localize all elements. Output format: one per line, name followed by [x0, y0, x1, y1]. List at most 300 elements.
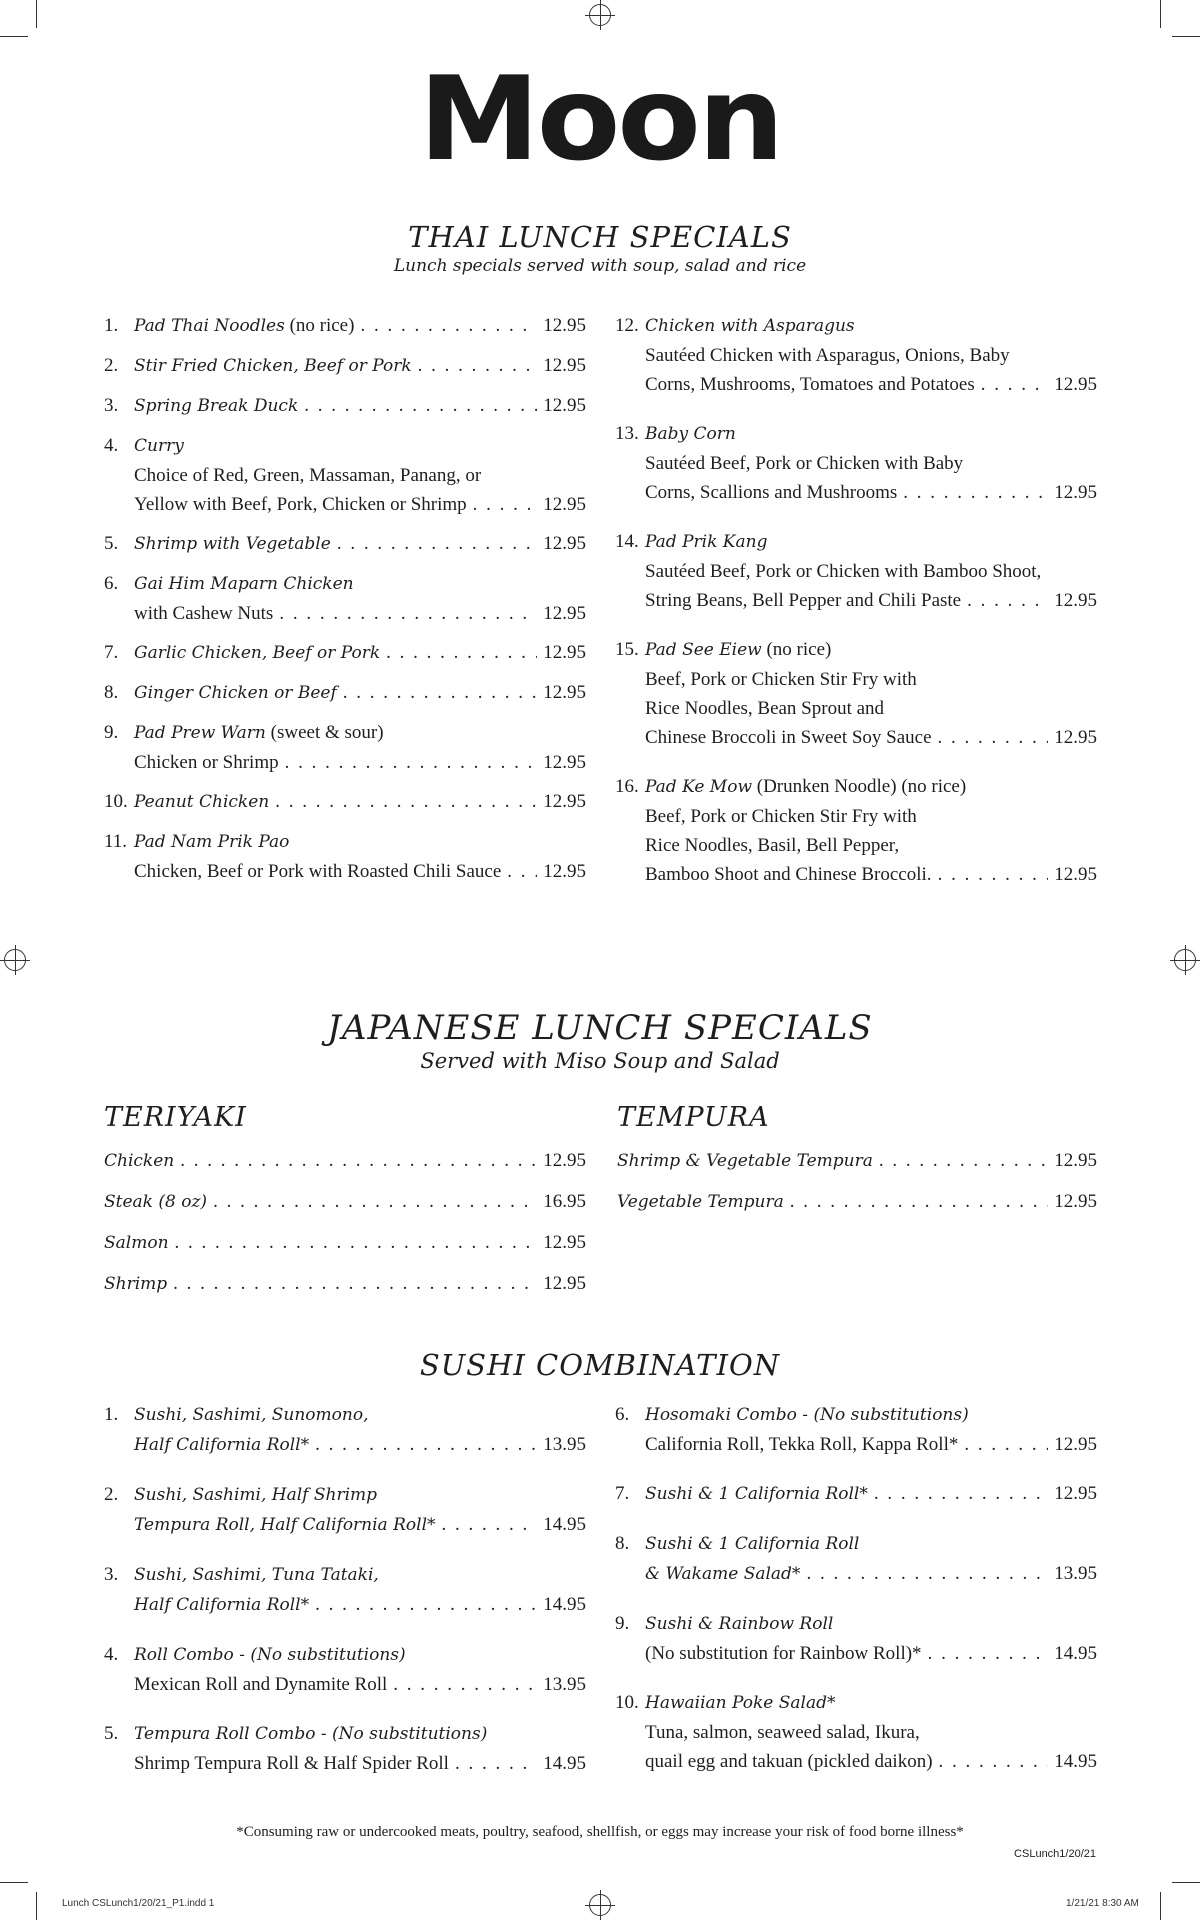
- menu-item-price-row: [134, 857, 586, 886]
- tempura-item: [617, 1187, 1097, 1217]
- dot-leader: [275, 787, 537, 816]
- menu-item-description-line: [645, 665, 1097, 694]
- menu-item-number: 14.: [615, 531, 639, 552]
- menu-item-line: Hosomaki Combo - (No substitutions): [645, 1405, 969, 1425]
- menu-item-description: Chinese Broccoli in Sweet Soy Sauce: [645, 727, 932, 748]
- menu-item-line: Sushi, Sashimi, Half Shrimp: [134, 1485, 378, 1505]
- thai-right-column: [615, 311, 1097, 889]
- menu-item-price-row: [134, 748, 586, 777]
- menu-item-body: [645, 527, 1097, 615]
- menu-item-description: Sautéed Chicken with Asparagus, Onions, Baby: [645, 345, 1010, 366]
- crop-mark: [0, 36, 28, 37]
- menu-item-body: [645, 1529, 1097, 1589]
- menu-item-text: [104, 1228, 169, 1258]
- menu-item-price: 12.95: [543, 1150, 586, 1171]
- menu-item-description: Sautéed Beef, Pork or Chicken with Bamboo Shoot,: [645, 561, 1042, 582]
- menu-item-title-line: [645, 311, 1097, 341]
- menu-item: [104, 638, 586, 668]
- menu-item-number: 13.: [615, 423, 639, 444]
- menu-item-price: 12.95: [1054, 590, 1097, 611]
- dot-leader: [455, 1749, 537, 1778]
- menu-item-name: Pad Prew Warn: [134, 723, 266, 743]
- thai-section-title: THAI LUNCH SPECIALS: [408, 220, 792, 254]
- menu-item-price-row: [134, 1430, 586, 1460]
- menu-item-price: 13.95: [1054, 1563, 1097, 1584]
- menu-item-price-row: [134, 1510, 586, 1540]
- menu-item-title-line: [134, 431, 586, 461]
- menu-item-line: Sushi & 1 California Roll: [645, 1534, 860, 1554]
- menu-item-line-wrap: [645, 1688, 1097, 1718]
- menu-item-body: [645, 1609, 1097, 1668]
- menu-item-price: 12.95: [1054, 482, 1097, 503]
- sushi-left-column: [104, 1400, 586, 1778]
- menu-item-line: Roll Combo - (No substitutions): [134, 1645, 406, 1665]
- menu-item-line: quail egg and takuan (pickled daikon): [645, 1751, 933, 1772]
- menu-item-text: [645, 586, 961, 615]
- tempura-list: [617, 1146, 1097, 1228]
- menu-item-body: [134, 311, 586, 341]
- menu-item-description: Corns, Scallions and Mushrooms: [645, 482, 898, 503]
- menu-item-price-row: [134, 1670, 586, 1699]
- menu-item-price: 12.95: [543, 1232, 586, 1253]
- crop-mark: [36, 0, 37, 28]
- crop-mark: [36, 1892, 37, 1920]
- registration-mark-icon: [589, 1894, 611, 1916]
- menu-item-text: [134, 1430, 309, 1460]
- menu-item-price-row: [134, 311, 586, 341]
- sushi-combo-item: [615, 1529, 1097, 1589]
- menu-item-number: 9.: [615, 1613, 630, 1634]
- menu-item-price-row: [134, 638, 586, 668]
- menu-item-price: 13.95: [543, 1674, 586, 1695]
- teriyaki-list: [104, 1146, 586, 1310]
- menu-item-name: Vegetable Tempura: [617, 1192, 784, 1212]
- dot-leader: [981, 370, 1048, 399]
- menu-item-note: (no rice): [761, 639, 832, 660]
- sushi-combo-item: [104, 1719, 586, 1778]
- tempura-heading: TEMPURA: [617, 1102, 770, 1133]
- menu-item-number: 6.: [104, 573, 119, 594]
- menu-item-price: 12.95: [543, 395, 586, 416]
- menu-item-line: Half California Roll*: [134, 1595, 310, 1615]
- menu-item-price: 12.95: [543, 315, 586, 336]
- menu-item-description: Yellow with Beef, Pork, Chicken or Shrimp: [134, 494, 467, 515]
- teriyaki-heading: TERIYAKI: [104, 1102, 247, 1133]
- menu-item-price: 12.95: [543, 533, 586, 554]
- menu-item-price: 12.95: [543, 355, 586, 376]
- menu-item-price-row: [104, 1146, 586, 1176]
- dot-leader: [279, 599, 537, 628]
- menu-item-line: Sushi & Rainbow Roll: [645, 1614, 834, 1634]
- menu-item-price: 12.95: [1054, 864, 1097, 885]
- menu-item-body: [134, 431, 586, 519]
- menu-item-name: Baby Corn: [645, 424, 736, 444]
- menu-item-line: Half California Roll*: [134, 1435, 310, 1455]
- menu-item-title-line: [134, 718, 586, 748]
- menu-item-body: [134, 1719, 586, 1778]
- sushi-combo-item: [615, 1609, 1097, 1668]
- menu-item-description: Chicken or Shrimp: [134, 752, 279, 773]
- menu-item-description-line: [645, 557, 1097, 586]
- menu-item-price-row: [104, 1269, 586, 1299]
- menu-item-text: [645, 1479, 868, 1509]
- menu-item-price: 14.95: [1054, 1643, 1097, 1664]
- menu-item: [104, 391, 586, 421]
- dot-leader: [938, 860, 1049, 889]
- japanese-section-title: JAPANESE LUNCH SPECIALS: [327, 1008, 873, 1048]
- menu-item-line: Sushi, Sashimi, Tuna Tataki,: [134, 1565, 379, 1585]
- menu-item-text: [617, 1146, 873, 1176]
- menu-item-name: Stir Fried Chicken, Beef or Pork: [134, 356, 412, 376]
- menu-item-line: & Wakame Salad*: [645, 1564, 801, 1584]
- menu-item-text: [134, 391, 298, 421]
- menu-item: [104, 678, 586, 708]
- menu-item-title-line: [134, 827, 586, 857]
- registration-mark-icon: [1174, 949, 1196, 971]
- crop-mark: [0, 1882, 28, 1883]
- menu-item-line: California Roll, Tekka Roll, Kappa Roll*: [645, 1434, 959, 1455]
- menu-item-text: [134, 1749, 449, 1778]
- sushi-combo-item: [104, 1400, 586, 1460]
- dot-leader: [879, 1146, 1048, 1175]
- dot-leader: [213, 1187, 537, 1216]
- menu-item-number: 3.: [104, 1564, 119, 1585]
- menu-item-text: [134, 529, 331, 559]
- menu-item-price: 12.95: [543, 861, 586, 882]
- menu-item-body: [645, 1479, 1097, 1509]
- teriyaki-item: [104, 1228, 586, 1258]
- menu-item-description: Sautéed Beef, Pork or Chicken with Baby: [645, 453, 964, 474]
- menu-item-line-wrap: [134, 1400, 586, 1430]
- menu-item-price-row: [645, 370, 1097, 399]
- menu-item-price: 12.95: [543, 752, 586, 773]
- menu-item-body: [134, 391, 586, 421]
- menu-item-price: 12.95: [1054, 1434, 1097, 1455]
- menu-item-name: Pad Ke Mow: [645, 777, 752, 797]
- dot-leader: [175, 1228, 538, 1257]
- menu-item-line-wrap: [645, 1609, 1097, 1639]
- menu-item-number: 10.: [615, 1692, 639, 1713]
- menu-item-title-line: [645, 527, 1097, 557]
- thai-section-subtitle: Lunch specials served with soup, salad and rice: [393, 256, 807, 276]
- menu-item-description: Choice of Red, Green, Massaman, Panang, or: [134, 465, 482, 486]
- crop-mark: [1160, 0, 1161, 28]
- menu-item-text: [645, 370, 975, 399]
- sushi-section-title: SUSHI COMBINATION: [419, 1348, 781, 1382]
- menu-item-text: [645, 1430, 958, 1459]
- menu-item-price: 13.95: [543, 1434, 586, 1455]
- menu-item-description-line: [134, 461, 586, 490]
- japanese-section-subtitle: Served with Miso Soup and Salad: [420, 1049, 780, 1073]
- menu-item-price-row: [134, 351, 586, 381]
- menu-item-body: [134, 638, 586, 668]
- menu-code: CSLunch1/20/21: [1014, 1848, 1096, 1860]
- menu-item-text: [645, 1639, 922, 1668]
- menu-item-price-row: [645, 1747, 1097, 1776]
- menu-item: [104, 529, 586, 559]
- menu-item-name: Shrimp: [104, 1274, 168, 1294]
- menu-item-description: Bamboo Shoot and Chinese Broccoli.: [645, 864, 932, 885]
- menu-item-title-line: [645, 635, 1097, 665]
- menu-item-price-row: [645, 1639, 1097, 1668]
- menu-item-description-line: [645, 449, 1097, 478]
- menu-item-name: Peanut Chicken: [134, 792, 270, 812]
- menu-item-name: Pad Nam Prik Pao: [134, 832, 290, 852]
- menu-item-body: [645, 1688, 1097, 1776]
- dot-leader: [939, 1747, 1049, 1776]
- menu-item-text: [645, 1559, 800, 1589]
- crop-mark: [1172, 36, 1200, 37]
- dot-leader: [473, 490, 538, 519]
- menu-item-title-line: [645, 772, 1097, 802]
- menu-item-name: Pad Prik Kang: [645, 532, 768, 552]
- menu-item-number: 15.: [615, 639, 639, 660]
- menu-item: [615, 419, 1097, 507]
- menu-item-number: 12.: [615, 315, 639, 336]
- dot-leader: [337, 529, 537, 558]
- menu-item-line: Sushi, Sashimi, Sunomono,: [134, 1405, 369, 1425]
- menu-item-text: [134, 490, 467, 519]
- menu-item-title-line: [645, 419, 1097, 449]
- menu-item-text: [617, 1187, 784, 1217]
- registration-mark-icon: [589, 4, 611, 26]
- teriyaki-item: [104, 1146, 586, 1176]
- dot-leader: [418, 351, 538, 380]
- date-slug: 1/21/21 8:30 AM: [1066, 1898, 1139, 1909]
- menu-item: [615, 527, 1097, 615]
- dot-leader: [964, 1430, 1048, 1459]
- menu-item-price: 12.95: [1054, 1191, 1097, 1212]
- menu-item: [104, 718, 586, 777]
- menu-item-name: Steak (8 oz): [104, 1192, 208, 1212]
- dot-leader: [285, 748, 538, 777]
- menu-item-description-line: [645, 341, 1097, 370]
- menu-item-text: [134, 1670, 387, 1699]
- sushi-right-column: [615, 1400, 1097, 1776]
- menu-item-price-row: [645, 860, 1097, 889]
- menu-item-name: Garlic Chicken, Beef or Pork: [134, 643, 381, 663]
- menu-item-number: 1.: [104, 1404, 119, 1425]
- menu-item-body: [645, 1400, 1097, 1459]
- menu-item-name: Curry: [134, 436, 184, 456]
- menu-item-name: Gai Him Maparn Chicken: [134, 574, 354, 594]
- menu-item-number: 3.: [104, 395, 119, 416]
- menu-item-description: Rice Noodles, Bean Sprout and: [645, 698, 885, 719]
- menu-item-text: [134, 599, 273, 628]
- dot-leader: [393, 1670, 537, 1699]
- menu-item-name: Chicken: [104, 1151, 175, 1171]
- menu-item-body: [134, 529, 586, 559]
- menu-item-number: 5.: [104, 533, 119, 554]
- menu-item-body: [134, 351, 586, 381]
- menu-item-body: [645, 635, 1097, 752]
- menu-item-name: Ginger Chicken or Beef: [134, 683, 337, 703]
- menu-item-price: 12.95: [543, 603, 586, 624]
- menu-item-line-wrap: [134, 1719, 586, 1749]
- menu-item-number: 4.: [104, 1644, 119, 1665]
- dot-leader: [386, 638, 537, 667]
- menu-item-price-row: [134, 1749, 586, 1778]
- registration-mark-icon: [4, 949, 26, 971]
- menu-item-body: [134, 569, 586, 628]
- menu-item-price-row: [104, 1228, 586, 1258]
- menu-item-body: [134, 1400, 586, 1460]
- menu-item-price-row: [645, 1479, 1097, 1509]
- menu-item-number: 9.: [104, 722, 119, 743]
- menu-item-text: [134, 311, 354, 341]
- menu-item: [104, 431, 586, 519]
- menu-item-body: [645, 311, 1097, 399]
- crop-mark: [1172, 1882, 1200, 1883]
- menu-item-number: 4.: [104, 435, 119, 456]
- menu-item-text: [134, 857, 501, 886]
- menu-item-note: (sweet & sour): [265, 722, 384, 743]
- dot-leader: [967, 586, 1048, 615]
- teriyaki-item: [104, 1269, 586, 1299]
- menu-item-line: Tempura Roll Combo - (No substitutions): [134, 1724, 488, 1744]
- menu-item-description-line: [645, 694, 1097, 723]
- menu-item-price: 16.95: [543, 1191, 586, 1212]
- menu-item-number: 5.: [104, 1723, 119, 1744]
- menu-item-body: [134, 1560, 586, 1620]
- menu-item-description: Corns, Mushrooms, Tomatoes and Potatoes: [645, 374, 975, 395]
- menu-item-line-wrap: [645, 1718, 1097, 1747]
- menu-item-number: 16.: [615, 776, 639, 797]
- menu-item-name: Salmon: [104, 1233, 169, 1253]
- menu-item-price-row: [617, 1146, 1097, 1176]
- menu-item-price-row: [645, 1430, 1097, 1459]
- menu-item-number: 6.: [615, 1404, 630, 1425]
- dot-leader: [442, 1510, 538, 1539]
- menu-item-price: 12.95: [543, 682, 586, 703]
- menu-item-text: [134, 638, 380, 668]
- dot-leader: [360, 311, 537, 340]
- menu-item-price-row: [134, 391, 586, 421]
- tempura-item: [617, 1146, 1097, 1176]
- crop-mark: [1160, 1892, 1161, 1920]
- menu-item-price-row: [645, 723, 1097, 752]
- menu-item-price-row: [645, 478, 1097, 507]
- menu-item-price: 12.95: [1054, 374, 1097, 395]
- menu-item-name: Pad Thai Noodles: [134, 316, 285, 336]
- menu-item-price: 12.95: [543, 642, 586, 663]
- menu-item-description: with Cashew Nuts: [134, 603, 274, 624]
- menu-item-price-row: [617, 1187, 1097, 1217]
- dot-leader: [790, 1187, 1048, 1216]
- dot-leader: [874, 1479, 1048, 1508]
- dot-leader: [343, 678, 538, 707]
- menu-item-text: [134, 787, 269, 817]
- menu-item-price-row: [134, 1590, 586, 1620]
- menu-item-text: [645, 1747, 933, 1776]
- menu-item-description: Rice Noodles, Basil, Bell Pepper,: [645, 835, 900, 856]
- menu-item-description: Beef, Pork or Chicken Stir Fry with: [645, 806, 917, 827]
- menu-item-line-wrap: [645, 1400, 1097, 1430]
- menu-item-number: 2.: [104, 355, 119, 376]
- menu-item-description-line: [645, 802, 1097, 831]
- menu-item-price: 14.95: [543, 1594, 586, 1615]
- menu-item-number: 7.: [104, 642, 119, 663]
- menu-item-price: 14.95: [543, 1514, 586, 1535]
- menu-item-description: Beef, Pork or Chicken Stir Fry with: [645, 669, 917, 690]
- menu-item-price-row: [645, 1559, 1097, 1589]
- menu-item-line: Tuna, salmon, seaweed salad, Ikura,: [645, 1722, 920, 1743]
- menu-item-description: Chicken, Beef or Pork with Roasted Chili Sauce: [134, 861, 502, 882]
- brand-logo: Moon: [418, 52, 782, 187]
- menu-item-line: Hawaiian Poke Salad*: [645, 1693, 836, 1713]
- menu-item-name: Shrimp with Vegetable: [134, 534, 331, 554]
- menu-item-body: [645, 772, 1097, 889]
- menu-item: [615, 772, 1097, 889]
- dot-leader: [903, 478, 1048, 507]
- menu-item-body: [134, 718, 586, 777]
- menu-item-line: Tempura Roll, Half California Roll*: [134, 1515, 436, 1535]
- menu-item-price-row: [134, 599, 586, 628]
- dot-leader: [806, 1559, 1048, 1588]
- menu-item-body: [645, 419, 1097, 507]
- menu-item: [104, 569, 586, 628]
- menu-item-line-wrap: [134, 1560, 586, 1590]
- menu-item-price: 12.95: [1054, 727, 1097, 748]
- dot-leader: [928, 1639, 1049, 1668]
- sushi-combo-item: [104, 1560, 586, 1620]
- dot-leader: [304, 391, 537, 420]
- food-safety-footnote: *Consuming raw or undercooked meats, poultry, seafood, shellfish, or eggs may increase your risk of food borne illness*: [236, 1824, 964, 1840]
- menu-item-price: 14.95: [1054, 1751, 1097, 1772]
- teriyaki-item: [104, 1187, 586, 1217]
- sushi-combo-item: [615, 1479, 1097, 1509]
- menu-item-number: 7.: [615, 1483, 630, 1504]
- menu-item-text: [134, 748, 279, 777]
- menu-item-description: String Beans, Bell Pepper and Chili Paste: [645, 590, 962, 611]
- menu-item-text: [104, 1269, 167, 1299]
- menu-item-body: [134, 787, 586, 817]
- menu-item-line-wrap: [134, 1640, 586, 1670]
- menu-item-text: [645, 723, 932, 752]
- menu-item-text: [134, 1590, 309, 1620]
- menu-item-price: 12.95: [1054, 1483, 1097, 1504]
- menu-item-price: 14.95: [543, 1753, 586, 1774]
- menu-item-name: Shrimp & Vegetable Tempura: [617, 1151, 873, 1171]
- menu-item-price: 12.95: [543, 1273, 586, 1294]
- file-slug: Lunch CSLunch1/20/21_P1.indd 1: [62, 1898, 215, 1909]
- dot-leader: [315, 1590, 537, 1619]
- menu-item-number: 1.: [104, 315, 119, 336]
- menu-item-line: (No substitution for Rainbow Roll)*: [645, 1643, 922, 1664]
- menu-item-number: 8.: [615, 1533, 630, 1554]
- menu-item: [104, 787, 586, 817]
- menu-item: [104, 311, 586, 341]
- menu-item-title-line: [134, 569, 586, 599]
- menu-item-note: (no rice): [284, 315, 355, 336]
- menu-item-description-line: [645, 831, 1097, 860]
- menu-item: [104, 351, 586, 381]
- menu-item-text: [645, 860, 932, 889]
- menu-item-text: [104, 1187, 207, 1217]
- dot-leader: [173, 1269, 537, 1298]
- menu-item-line: Mexican Roll and Dynamite Roll: [134, 1674, 388, 1695]
- sushi-combo-item: [104, 1480, 586, 1540]
- dot-leader: [938, 723, 1049, 752]
- dot-leader: [180, 1146, 537, 1175]
- menu-item-line: Shrimp Tempura Roll & Half Spider Roll: [134, 1753, 449, 1774]
- menu-item-text: [134, 351, 412, 381]
- menu-item-body: [134, 1640, 586, 1699]
- menu-item-price-row: [134, 787, 586, 817]
- menu-item-price: 12.95: [543, 494, 586, 515]
- dot-leader: [315, 1430, 537, 1459]
- menu-item: [104, 827, 586, 886]
